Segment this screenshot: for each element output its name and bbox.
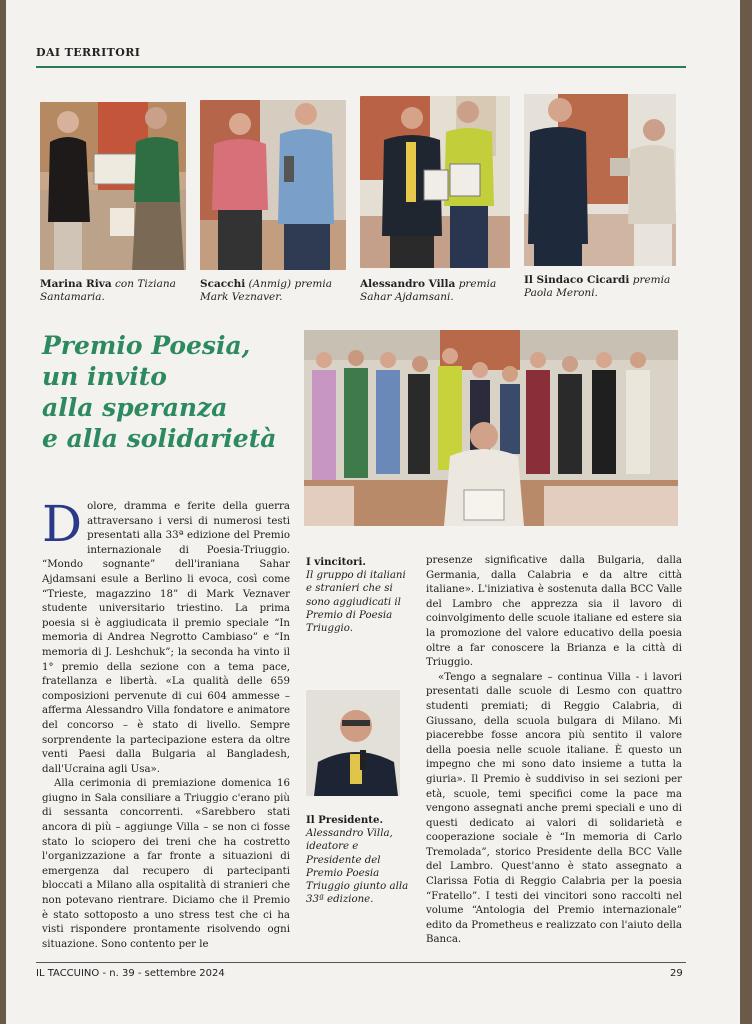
photo-president-villa [306,690,400,796]
title-line: alla speranza [42,393,228,422]
footer-rule [36,962,686,963]
page-number: 29 [670,968,683,979]
title-line: un invito [42,362,167,391]
winners-caption-heading: I vincitori. [306,556,366,568]
magazine-page [6,0,740,1024]
article-paragraph: Alla cerimonia di premiazione domenica 16 giugno in Sala consiliare a Triuggio c'erano più di sessanta concorrenti. «Sarebbero stati ancora di più – aggiunge Villa – se non ci fosse stato lo sciopero dei treni che ha costretto l'organizzazione a far fronte a situazioni di emergenza dal recupero di partecipanti bloccati a Milano alla ospitalità di stranieri che non potevano rientrare. Diciamo che il Premio è stato sottoposto a uno stress test che ci ha visti rispondere prontamente risolvendo ogni situazione. Sono contento per le [42,778,290,950]
article-paragraph: Dolore, dramma e ferite della guerra attraversano i versi di numerosi testi presentati alla 33ª edizione del Premio internazionale di Poesia-Triuggio. “Mondo sognante” dell'iraniana Sahar Ajdamsani esule a Berlino li evoca, così come “Trieste, magazzino 18” di Mark Veznaver studente universitario triestino. La prima poesia si è aggiudicata il premio speciale “In memoria di Andrea Negrotto Cambiaso” e “In memoria di J. Leshchuk”; la seconda ha vinto il 1° premio della sezione con a tema pace, fratellanza e libertà. «La qualità delle 659 composizioni pervenute di cui 604 ammesse – afferma Alessandro Villa fondatore e animatore del concorso – è stato di livello. Sempre sorprendente la partecipazione estera da oltre venti Paesi dalla Bulgaria al Bangladesh, dall'Ucraina agli Usa». [42,495,290,775]
caption-cicardi: Il Sindaco Cicardi premia Paola Meroni. [524,274,671,299]
photo-cicardi-meroni [524,94,676,266]
president-caption [306,814,412,906]
photo-riva-santamaria [40,102,186,270]
section-label: DAI TERRITORI [36,46,141,59]
dropcap: D [42,495,83,553]
photo-villa-ajdamsani [360,96,510,268]
article-column-3 [426,554,682,948]
title-line: e alla solidarietà [42,424,277,453]
article-paragraph: presenze significative dalla Bulgaria, dalla Germania, dalla Calabria e da altre città italiane». L'iniziativa è sostenuta dalla BCC Valle del Lambro che apprezza sia il lavoro di coinvolgimento delle scuole italiane ed estere sia la promozione del valore educativo della poesia oltre a far conoscere la Brianza e la città di Triuggio. [426,555,682,669]
photo-group-winners [304,330,678,526]
title-line: Premio Poesia, [42,331,251,360]
winners-caption-text: Il gruppo di italiani e stranieri che si sono aggiudicati il Premio di Poesia Triuggio. [306,570,406,635]
article-paragraph: «Tengo a segnalare – continua Villa - i lavori presentati dalle scuole di Lesmo con quattro studenti premiati; di Reggio Calabria, di Giussano, della scuola bulgara di Milano. Mi piacerebbe fosse ancora più sentito il valore della poesia nelle scuole italiane. È questo un impegno che mi sono dato insieme a tutta la giuria». Il Premio è suddiviso in sei sezioni per età, scuole, temi specifici come la pace ma vengono assegnati anche premi speciali e uno di questi dedicato ai valori di solidarietà e cooperazione sociale è “In memoria di Carlo Tremolada”, storico Presidente della BCC Valle del Lambro. Quest'anno è stato assegnato a Clarissa Fotia di Reggio Calabria per la poesia “Fratello”. I testi dei vincitori sono raccolti nel volume “Antologia del Premio internazionale” edito da Prometheus e realizzato con l'aiuto della Banca. [426,671,682,946]
article-column-1 [42,495,290,952]
photo-scacchi-veznaver [200,100,346,270]
president-caption-text: Alessandro Villa, ideatore e Presidente del Premio Poesia Triuggio giunto alla 33ª edizione. [306,828,409,906]
president-caption-heading: Il Presidente. [306,814,384,826]
issue-info: - n. 39 - settembre 2024 [102,968,225,979]
caption-riva: Marina Riva con Tiziana Santamaria. [40,278,176,303]
footer [36,968,225,979]
section-rule [36,66,686,68]
winners-caption [306,556,412,635]
caption-scacchi: Scacchi (Anmig) premia Mark Veznaver. [200,278,332,303]
article-title [42,330,292,454]
magazine-name: IL TACCUINO [36,968,100,979]
caption-villa: Alessandro Villa premia Sahar Ajdamsani. [360,278,497,303]
